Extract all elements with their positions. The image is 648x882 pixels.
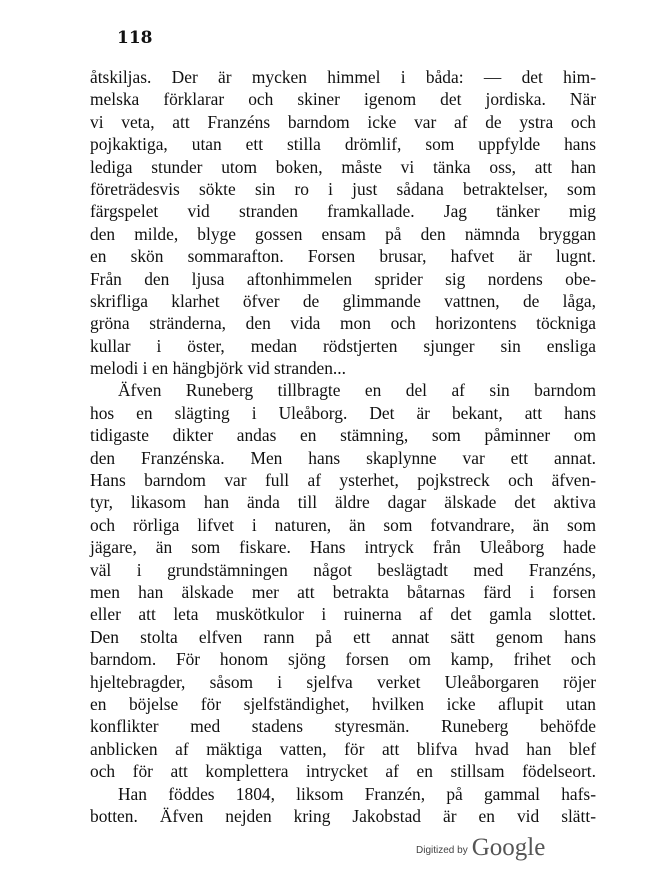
text-line: tidigaste dikter andas en stämning, som påminner om bbox=[90, 425, 596, 446]
text-line: kullar i öster, medan rödstjerten sjunger sin ensliga bbox=[90, 335, 596, 356]
body-text bbox=[90, 66, 596, 827]
text-line: Äfven Runeberg tillbragte en del af sin barndom bbox=[118, 380, 596, 401]
text-line: företrädesvis sökte sin ro i just sådana betraktelser, som bbox=[90, 178, 596, 199]
text-line: Den stolta elfven rann på ett annat sätt genom hans bbox=[90, 626, 596, 647]
text-line: hjeltebragder, såsom i sjelfva verket Uleåborgaren röjer bbox=[90, 671, 596, 692]
text-line: väl i grundstämningen något beslägtadt med Franzéns, bbox=[90, 559, 596, 580]
text-line: färgspelet vid stranden framkallade. Jag tänker mig bbox=[90, 201, 596, 222]
text-line: en böjelse för sjelfständighet, hvilken icke aflupit utan bbox=[90, 693, 596, 714]
text-line: melska förklarar och skiner igenom det jordiska. När bbox=[90, 89, 596, 110]
text-line: jägare, än som fiskare. Hans intryck från Uleåborg hade bbox=[90, 537, 596, 558]
text-line: melodi i en hängbjörk vid stranden... bbox=[90, 358, 346, 379]
text-line: den milde, blyge gossen ensam på den nämnda bryggan bbox=[90, 223, 596, 244]
page-number: 118 bbox=[117, 28, 153, 48]
text-line: en skön sommarafton. Forsen brusar, hafvet är lugnt. bbox=[90, 246, 596, 267]
digitized-by-watermark bbox=[416, 832, 545, 862]
text-line: och för att komplettera intrycket af en stillsam födelseort. bbox=[90, 761, 596, 782]
text-line: den Franzénska. Men hans skaplynne var ett annat. bbox=[90, 447, 596, 468]
text-line: Hans barndom var full af ysterhet, pojkstreck och äfven- bbox=[90, 470, 596, 491]
text-line: anblicken af mäktiga vatten, för att blifva hvad han blef bbox=[90, 738, 596, 759]
text-line: åtskiljas. Der är mycken himmel i båda: — det him- bbox=[90, 67, 596, 87]
text-line: gröna stränderna, den vida mon och horizontens töckniga bbox=[90, 313, 596, 334]
text-line: vi veta, att Franzéns barndom icke var af de ystra och bbox=[90, 111, 596, 132]
text-line: hos en slägting i Uleåborg. Det är bekant, att hans bbox=[90, 402, 596, 423]
text-line: men han älskade mer att betrakta båtarnas färd i forsen bbox=[90, 581, 596, 602]
text-line: tyr, likasom han ända till äldre dagar älskade det aktiva bbox=[90, 492, 596, 513]
digitized-by-label: Digitized by bbox=[416, 845, 468, 856]
text-line: eller att leta muskötkulor i ruinerna af det gamla slottet. bbox=[90, 604, 596, 625]
text-line: botten. Äfven nejden kring Jakobstad är en vid slätt- bbox=[90, 805, 596, 826]
text-line: lediga stunder utom boken, måste vi tänka oss, att han bbox=[90, 156, 596, 177]
text-line: pojkaktiga, utan ett stilla drömlif, som uppfylde hans bbox=[90, 134, 596, 155]
text-line: och rörliga lifvet i naturen, än som fotvandrare, än som bbox=[90, 514, 596, 535]
text-line: konflikter med stadens styresmän. Runeberg behöfde bbox=[90, 716, 596, 737]
text-line: Från den ljusa aftonhimmelen sprider sig nordens obe- bbox=[90, 268, 596, 289]
text-line: Han föddes 1804, liksom Franzén, på gammal hafs- bbox=[118, 783, 596, 804]
google-logo: Google bbox=[471, 834, 546, 861]
text-line: barndom. För honom sjöng forsen om kamp, frihet och bbox=[90, 649, 596, 670]
text-line: skrifliga klarhet öfver de glimmande vattnen, de låga, bbox=[90, 290, 596, 311]
